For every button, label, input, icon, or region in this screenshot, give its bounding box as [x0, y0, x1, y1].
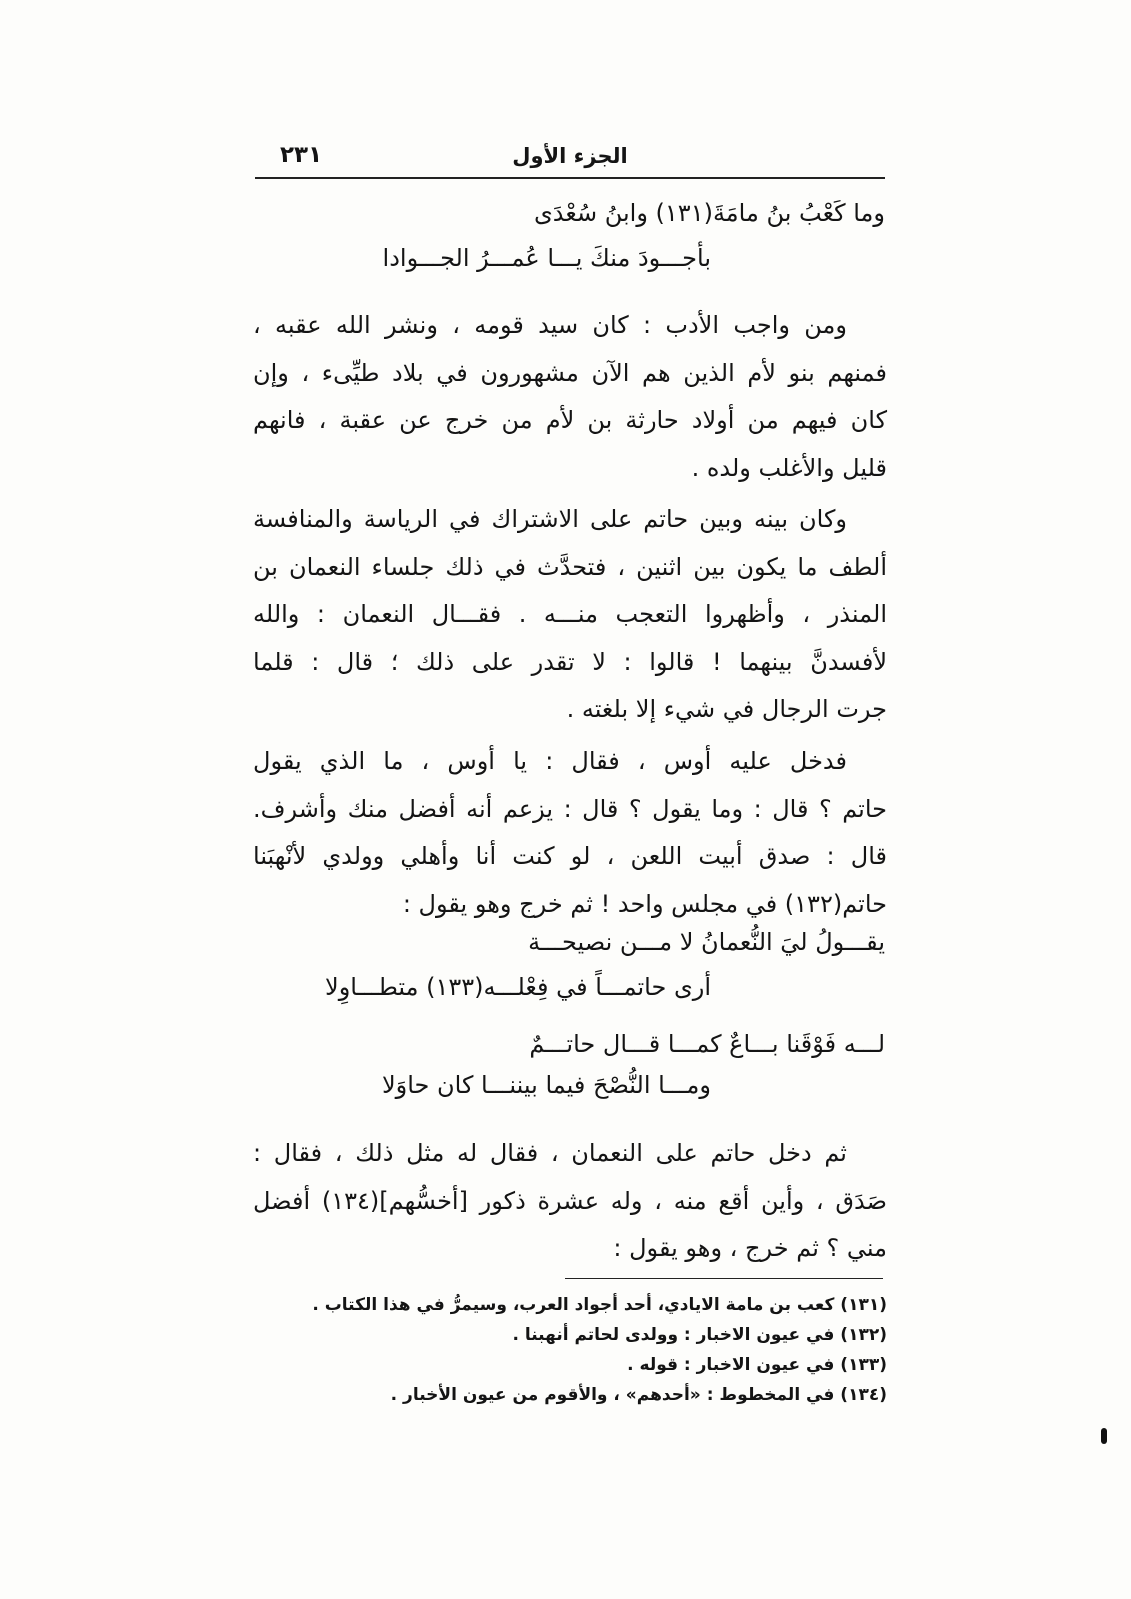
paragraph-2	[253, 496, 887, 734]
running-header	[255, 142, 885, 176]
poem-line-2: أرى حاتمـــاً في فِعْلـــه(١٣٣) متطـــاوِلا	[325, 973, 711, 1001]
paragraph-4	[253, 1130, 887, 1273]
text-line: ألطف ما يكون بين اثنين ، فتحدَّث في ذلك جلساء النعمان بن	[253, 552, 887, 581]
text-line: حاتم(١٣٢) في مجلس واحد ! ثم خرج وهو يقول :	[402, 889, 887, 918]
text-line: ومن واجب الأدب : كان سيد قومه ، ونشر الله عقبه ،	[253, 311, 847, 339]
text-line: قال : صدق أبيت اللعن ، لو كنت أنا وأهلي وولدي لأنْهبَنا	[253, 842, 887, 870]
paragraph-1	[253, 302, 887, 492]
text-line: لأفسدنَّ بينهما ! قالوا : لا تقدر على ذلك ؛ قال : قلما	[253, 647, 887, 676]
poem-line-3: لـــه فَوْقَنا بـــاعٌ كمـــا قـــال حاتـــمٌ	[529, 1030, 885, 1058]
paragraph-3	[253, 738, 887, 928]
text-line: مني ؟ ثم خرج ، وهو يقول :	[613, 1234, 887, 1262]
text-line: جرت الرجال في شيء إلا بلغته .	[566, 695, 887, 723]
footnote-131: (١٣١) كعب بن مامة الايادي، أحد أجواد العرب، وسيمرُّ في هذا الكتاب .	[312, 1295, 887, 1315]
page-number: ٢٣١	[280, 142, 323, 168]
text-line: قليل والأغلب ولده .	[691, 453, 887, 482]
footnote-134: (١٣٤) في المخطوط : «أحدهم» ، والأقوم من عيون الأخبار .	[390, 1385, 887, 1405]
footnote-rule	[565, 1278, 883, 1279]
scan-edge-mark	[1101, 1428, 1107, 1444]
footnotes	[240, 1290, 887, 1410]
header-rule	[255, 177, 885, 179]
text-line: صَدَق ، وأين أقع منه ، وله عشرة ذكور [أخسُّهم](١٣٤) أفضل	[253, 1186, 887, 1215]
text-line: حاتم ؟ قال : وما يقول ؟ قال : يزعم أنه أفضل منك وأشرف.	[253, 794, 887, 823]
poem-line-4: ومـــا النُّصْحَ فيما بيننـــا كان حاوَلا	[381, 1071, 711, 1099]
footnote-132: (١٣٢) في عيون الاخبار : وولدى لحاتم أنهبنا .	[512, 1325, 887, 1345]
poem-line-1: يقـــولُ ليَ النُّعمانُ لا مـــن نصيحـــة	[528, 928, 885, 956]
footnote-133: (١٣٣) في عيون الاخبار : قوله .	[627, 1355, 887, 1375]
opening-verse-hemistich-2: بأجـــودَ منكَ يـــا عُمـــرُ الجـــوادا	[382, 244, 711, 272]
text-line: كان فيهم من أولاد حارثة بن لأم من خرج عن عقبة ، فانهم	[253, 406, 887, 434]
volume-title: الجزء الأول	[512, 144, 628, 168]
text-line: وكان بينه وبين حاتم على الاشتراك في الرياسة والمنافسة	[253, 505, 847, 533]
text-line: ثم دخل حاتم على النعمان ، فقال له مثل ذلك ، فقال :	[253, 1139, 847, 1167]
opening-verse-hemistich-1: وما كَعْبُ بنُ مامَةَ(١٣١) وابنُ سُعْدَى	[534, 199, 885, 227]
text-line: المنذر ، وأظهروا التعجب منـــه . فقـــال النعمان : والله	[253, 600, 887, 628]
text-line: فمنهم بنو لأم الذين هم الآن مشهورون في بلاد طيِّىء ، وإن	[253, 358, 887, 387]
text-line: فدخل عليه أوس ، فقال : يا أوس ، ما الذي يقول	[253, 747, 847, 775]
